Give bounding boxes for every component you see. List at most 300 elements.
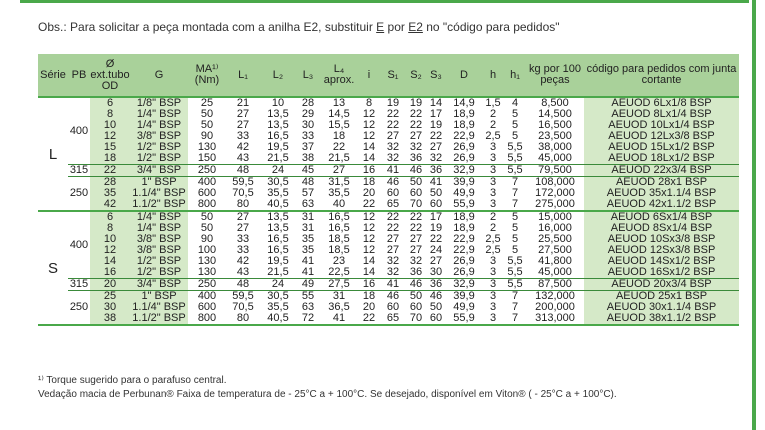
cell-kg: 14,500 <box>538 108 572 120</box>
cell-code: AEUOD 10Lx1/4 BSP <box>584 120 739 131</box>
cell-kg: 79,500 <box>526 165 584 177</box>
header-l1: L₁ <box>226 54 260 97</box>
cell-d: 32,9 <box>446 279 482 291</box>
cell-l3: 55 <box>296 291 320 303</box>
cell-i: 20 <box>362 301 376 313</box>
cell-od: 6 <box>90 97 130 109</box>
cell-l1: 42 <box>236 255 250 267</box>
cell-l3: 28 <box>301 97 315 109</box>
cell-s3: 24 <box>429 244 443 256</box>
cell-l2: 21,5 <box>267 266 289 278</box>
cell-g: 1.1/4" BSP <box>130 188 188 199</box>
pb-label: 250 <box>68 177 90 212</box>
cell-od: 8 <box>90 109 130 120</box>
cell-l1: 27 <box>236 222 250 234</box>
cell-s2: 46 <box>406 279 426 291</box>
cell-kg: 41,800 <box>538 255 572 267</box>
cell-l1: 27 <box>236 119 250 131</box>
cell-l3: 41 <box>301 266 315 278</box>
cell-ma: 150 <box>197 152 217 164</box>
cell-s3: 46 <box>426 291 446 303</box>
cell-od: 42 <box>90 199 130 211</box>
cell-l1: 43 <box>236 152 250 164</box>
cell-code: AEUOD 20x3/4 BSP <box>584 279 739 291</box>
cell-ma: 250 <box>188 279 226 291</box>
table-row <box>38 199 739 211</box>
cell-s1: 22 <box>386 108 400 120</box>
cell-kg: 200,000 <box>535 301 575 313</box>
header-code: código para pedidos com junta cortante <box>584 54 739 97</box>
cell-i: 22 <box>362 198 376 210</box>
cell-h1: 5,5 <box>504 279 526 291</box>
cell-s2: 32 <box>409 255 423 267</box>
cell-i: 22 <box>362 312 376 324</box>
pb-label: 250 <box>68 291 90 326</box>
cell-l1: 59,5 <box>226 291 260 303</box>
cell-code: AEUOD 18Lx1/2 BSP <box>584 153 739 165</box>
cell-h: 2 <box>489 108 497 120</box>
cell-h1: 7 <box>511 198 519 210</box>
cell-l2: 21,5 <box>267 152 289 164</box>
cell-l1: 48 <box>226 279 260 291</box>
cell-i: 14 <box>362 255 376 267</box>
cell-i: 12 <box>362 244 376 256</box>
table-row <box>38 313 739 325</box>
cell-l3: 48 <box>296 177 320 189</box>
cell-l4: 40 <box>332 198 346 210</box>
cell-h: 3 <box>482 177 504 189</box>
cell-code: AEUOD 42x1.1/2 BSP <box>584 199 739 211</box>
cell-h: 3 <box>482 291 504 303</box>
cell-ma: 50 <box>200 108 214 120</box>
cell-i: 16 <box>358 279 380 291</box>
cell-l4: 15,5 <box>328 119 350 131</box>
cell-l2: 16,5 <box>267 233 289 245</box>
cell-d: 18,9 <box>453 211 475 223</box>
cell-ma: 400 <box>188 177 226 189</box>
cell-h1: 5,5 <box>507 141 523 153</box>
cell-od: 28 <box>90 177 130 189</box>
cell-code: AEUOD 8Sx1/4 BSP <box>584 223 739 234</box>
cell-s3: 60 <box>429 198 443 210</box>
cell-od: 16 <box>90 267 130 279</box>
header-pb: PB <box>68 54 90 97</box>
cell-s1: 27 <box>386 130 400 142</box>
cell-l4: 18 <box>332 130 346 142</box>
cell-l3: 63 <box>301 198 315 210</box>
cell-od: 22 <box>90 165 130 177</box>
cell-s3: 60 <box>429 312 443 324</box>
cell-g: 3/8" BSP <box>130 245 188 256</box>
footnote-seal: Vedação macia de Perbunan® Faixa de temperatura de - 25°C a + 100°C. Se desejado, disponível em Viton® ( - 25°C a + 100°C). <box>38 389 617 400</box>
table-row <box>38 279 739 291</box>
cell-code: AEUOD 16Sx1/2 BSP <box>584 267 739 279</box>
cell-ma: 400 <box>188 291 226 303</box>
cell-l2: 10 <box>271 97 285 109</box>
spec-table <box>38 54 739 326</box>
observation-note: Obs.: Para solicitar a peça montada com a anilha E2, substituir E por E2 no "código para pedidos" <box>38 20 560 34</box>
table-row <box>38 153 739 165</box>
cell-l2: 13,5 <box>267 211 289 223</box>
table-row <box>38 267 739 279</box>
cell-l4: 36,5 <box>328 301 350 313</box>
cell-i: 18 <box>358 177 380 189</box>
cell-l3: 38 <box>301 152 315 164</box>
cell-i: 12 <box>362 130 376 142</box>
cell-l2: 30,5 <box>260 177 296 189</box>
cell-h1: 5 <box>511 108 519 120</box>
cell-kg: 313,000 <box>535 312 575 324</box>
cell-od: 25 <box>90 291 130 303</box>
cell-s1: 65 <box>386 198 400 210</box>
cell-h1: 5 <box>511 130 519 142</box>
cell-s3: 17 <box>429 108 443 120</box>
cell-l2: 13,5 <box>267 108 289 120</box>
cell-l4: 22,5 <box>328 266 350 278</box>
table-header-row <box>38 54 739 97</box>
cell-l1: 70,5 <box>232 187 254 199</box>
cell-g: 3/4" BSP <box>130 165 188 177</box>
cell-s1: 22 <box>386 211 400 223</box>
cell-d: 18,9 <box>453 119 475 131</box>
cell-od: 8 <box>90 223 130 234</box>
header-h: h <box>482 54 504 97</box>
cell-h: 3 <box>489 187 497 199</box>
cell-l4: 27 <box>320 165 358 177</box>
cell-l3: 45 <box>296 165 320 177</box>
cell-l2: 24 <box>260 165 296 177</box>
cell-s1: 60 <box>386 301 400 313</box>
cell-h: 3 <box>489 301 497 313</box>
header-i: i <box>358 54 380 97</box>
cell-i: 14 <box>362 266 376 278</box>
cell-i: 18 <box>358 291 380 303</box>
cell-l3: 41 <box>301 255 315 267</box>
cell-g: 1/2" BSP <box>130 267 188 279</box>
cell-h1: 7 <box>511 187 519 199</box>
cell-l1: 59,5 <box>226 177 260 189</box>
cell-i: 12 <box>362 108 376 120</box>
cell-d: 18,9 <box>453 108 475 120</box>
cell-code: AEUOD 15Lx1/2 BSP <box>584 142 739 153</box>
cell-od: 30 <box>90 302 130 313</box>
header-od: Ø ext.tubo OD <box>90 54 130 97</box>
cell-g: 3/8" BSP <box>130 131 188 142</box>
serie-label: L <box>48 145 58 163</box>
cell-od: 38 <box>90 313 130 325</box>
cell-i: 12 <box>362 222 376 234</box>
cell-l2: 40,5 <box>267 312 289 324</box>
header-s2: S₂ <box>406 54 426 97</box>
cell-d: 18,9 <box>453 222 475 234</box>
cell-h1: 5,5 <box>507 266 523 278</box>
cell-s1: 32 <box>386 141 400 153</box>
cell-h1: 7 <box>504 177 526 189</box>
cell-s3: 19 <box>429 119 443 131</box>
cell-l2: 35,5 <box>267 187 289 199</box>
cell-s2: 50 <box>406 177 426 189</box>
cell-l2: 19,5 <box>267 255 289 267</box>
cell-s3: 30 <box>429 266 443 278</box>
cell-l4: 16,5 <box>328 222 350 234</box>
cell-i: 14 <box>362 152 376 164</box>
cell-s2: 36 <box>409 266 423 278</box>
cell-s3: 17 <box>429 211 443 223</box>
cell-l3: 35 <box>301 233 315 245</box>
cell-l2: 13,5 <box>267 222 289 234</box>
cell-i: 16 <box>358 165 380 177</box>
cell-g: 1.1/2" BSP <box>130 199 188 211</box>
pb-label: 315 <box>69 278 89 290</box>
cell-s2: 46 <box>406 165 426 177</box>
cell-l4: 35,5 <box>328 187 350 199</box>
series-l-group <box>38 97 739 211</box>
serie-label: S <box>47 259 58 277</box>
series-s-group <box>38 211 739 325</box>
cell-code: AEUOD 28x1 BSP <box>584 177 739 189</box>
cell-s2: 36 <box>409 152 423 164</box>
cell-s3: 22 <box>429 233 443 245</box>
cell-h1: 5,5 <box>504 165 526 177</box>
cell-d: 26,9 <box>453 152 475 164</box>
cell-g: 1/2" BSP <box>130 153 188 165</box>
cell-s1: 41 <box>380 165 406 177</box>
cell-l1: 33 <box>236 233 250 245</box>
cell-kg: 16,500 <box>538 119 572 131</box>
header-l2: L₂ <box>260 54 296 97</box>
cell-h: 2,5 <box>485 130 501 142</box>
cell-i: 20 <box>362 187 376 199</box>
header-l3: L₃ <box>296 54 320 97</box>
cell-h: 3 <box>489 198 497 210</box>
cell-od: 20 <box>90 279 130 291</box>
cell-h1: 5,5 <box>507 152 523 164</box>
cell-s1: 32 <box>386 255 400 267</box>
cell-od: 15 <box>90 142 130 153</box>
cell-code: AEUOD 12Sx3/8 BSP <box>584 245 739 256</box>
cell-s2: 70 <box>409 312 423 324</box>
cell-d: 26,9 <box>453 255 475 267</box>
cell-s2: 22 <box>409 119 423 131</box>
cell-h: 3 <box>482 165 504 177</box>
cell-od: 14 <box>90 256 130 267</box>
cell-s1: 46 <box>380 177 406 189</box>
cell-l3: 63 <box>301 301 315 313</box>
cell-s1: 27 <box>386 244 400 256</box>
cell-ma: 600 <box>197 187 217 199</box>
cell-h: 2 <box>489 222 497 234</box>
cell-kg: 23,500 <box>538 130 572 142</box>
cell-h1: 5,5 <box>507 255 523 267</box>
cell-g: 1" BSP <box>130 177 188 189</box>
cell-kg: 108,000 <box>526 177 584 189</box>
cell-s2: 22 <box>409 222 423 234</box>
cell-code: AEUOD 6Lx1/8 BSP <box>584 97 739 109</box>
cell-l3: 29 <box>301 108 315 120</box>
cell-l2: 16,5 <box>267 130 289 142</box>
cell-kg: 172,000 <box>535 187 575 199</box>
cell-l3: 31 <box>301 222 315 234</box>
cell-d: 49,9 <box>453 187 475 199</box>
cell-kg: 275,000 <box>535 198 575 210</box>
table-row <box>38 165 739 177</box>
header-s3: S₃ <box>426 54 446 97</box>
cell-code: AEUOD 10Sx3/8 BSP <box>584 234 739 245</box>
cell-d: 26,9 <box>453 266 475 278</box>
cell-l3: 30 <box>301 119 315 131</box>
cell-s3: 50 <box>429 187 443 199</box>
cell-ma: 130 <box>197 141 217 153</box>
pb-label: 400 <box>69 124 89 137</box>
cell-s3: 19 <box>429 222 443 234</box>
cell-kg: 27,500 <box>538 244 572 256</box>
cell-ma: 90 <box>200 233 214 245</box>
cell-g: 1/2" BSP <box>130 256 188 267</box>
cell-l4: 14,5 <box>328 108 350 120</box>
cell-g: 3/4" BSP <box>130 279 188 291</box>
cell-l3: 35 <box>301 244 315 256</box>
cell-l4: 41 <box>332 312 346 324</box>
cell-l1: 80 <box>236 198 250 210</box>
cell-ma: 25 <box>200 97 214 109</box>
cell-s3: 36 <box>426 279 446 291</box>
cell-h: 3 <box>489 266 497 278</box>
cell-ma: 50 <box>200 222 214 234</box>
cell-code: AEUOD 35x1.1/4 BSP <box>584 188 739 199</box>
cell-kg: 16,000 <box>538 222 572 234</box>
cell-l4: 31,5 <box>320 177 358 189</box>
cell-l1: 43 <box>236 266 250 278</box>
cell-s2: 19 <box>409 97 423 109</box>
cell-s3: 36 <box>426 165 446 177</box>
cell-h1: 7 <box>511 312 519 324</box>
cell-d: 22,9 <box>453 130 475 142</box>
cell-s3: 27 <box>429 255 443 267</box>
cell-s2: 50 <box>406 291 426 303</box>
cell-l2: 35,5 <box>267 301 289 313</box>
cell-od: 10 <box>90 234 130 245</box>
cell-l1: 21 <box>236 97 250 109</box>
cell-s1: 65 <box>386 312 400 324</box>
cell-d: 22,9 <box>453 244 475 256</box>
cell-s3: 22 <box>429 130 443 142</box>
cell-l4: 22 <box>332 141 346 153</box>
cell-d: 22,9 <box>453 233 475 245</box>
cell-l2: 30,5 <box>260 291 296 303</box>
cell-g: 1/4" BSP <box>130 223 188 234</box>
cell-ma: 50 <box>200 211 214 223</box>
cell-ma: 130 <box>197 255 217 267</box>
cell-kg: 87,500 <box>526 279 584 291</box>
cell-od: 35 <box>90 188 130 199</box>
header-d: D <box>446 54 482 97</box>
header-g: G <box>130 54 188 97</box>
cell-i: 12 <box>362 119 376 131</box>
cell-s1: 46 <box>380 291 406 303</box>
cell-code: AEUOD 8Lx1/4 BSP <box>584 109 739 120</box>
cell-s2: 60 <box>409 301 423 313</box>
cell-h: 3 <box>489 141 497 153</box>
cell-s1: 22 <box>386 222 400 234</box>
header-serie: Série <box>38 54 68 97</box>
cell-i: 8 <box>365 97 373 109</box>
cell-d: 39,9 <box>446 291 482 303</box>
cell-s3: 14 <box>429 97 443 109</box>
cell-l3: 31 <box>301 211 315 223</box>
header-h1: h₁ <box>504 54 526 97</box>
cell-code: AEUOD 25x1 BSP <box>584 291 739 303</box>
cell-code: AEUOD 6Sx1/4 BSP <box>584 211 739 223</box>
cell-l4: 18,5 <box>328 244 350 256</box>
header-ma: MA¹⁾ (Nm) <box>188 54 226 97</box>
cell-s1: 41 <box>380 279 406 291</box>
cell-l1: 33 <box>236 244 250 256</box>
cell-s3: 32 <box>429 152 443 164</box>
cell-l1: 70,5 <box>232 301 254 313</box>
cell-l3: 72 <box>301 312 315 324</box>
cell-l4: 27,5 <box>320 279 358 291</box>
cell-i: 12 <box>362 211 376 223</box>
cell-l1: 33 <box>236 130 250 142</box>
cell-h1: 5 <box>511 222 519 234</box>
cell-l4: 18,5 <box>328 233 350 245</box>
cell-l4: 21,5 <box>328 152 350 164</box>
cell-i: 14 <box>362 141 376 153</box>
cell-l4: 13 <box>332 97 346 109</box>
cell-l3: 49 <box>296 279 320 291</box>
cell-l4: 31 <box>320 291 358 303</box>
cell-s2: 27 <box>409 130 423 142</box>
cell-l3: 33 <box>301 130 315 142</box>
cell-h: 2,5 <box>485 244 501 256</box>
cell-s1: 19 <box>386 97 400 109</box>
cell-ma: 800 <box>197 312 217 324</box>
cell-h: 2 <box>489 211 497 223</box>
cell-d: 32,9 <box>446 165 482 177</box>
cell-code: AEUOD 12Lx3/8 BSP <box>584 131 739 142</box>
cell-code: AEUOD 38x1.1/2 BSP <box>584 313 739 325</box>
cell-g: 1.1/4" BSP <box>130 302 188 313</box>
cell-d: 49,9 <box>453 301 475 313</box>
cell-s1: 22 <box>386 119 400 131</box>
cell-od: 10 <box>90 120 130 131</box>
cell-code: AEUOD 14Sx1/2 BSP <box>584 256 739 267</box>
cell-g: 3/8" BSP <box>130 234 188 245</box>
cell-l2: 24 <box>260 279 296 291</box>
cell-s2: 27 <box>409 244 423 256</box>
cell-s2: 22 <box>409 211 423 223</box>
cell-l4: 16,5 <box>328 211 350 223</box>
cell-l1: 27 <box>236 108 250 120</box>
cell-code: AEUOD 22x3/4 BSP <box>584 165 739 177</box>
cell-l1: 42 <box>236 141 250 153</box>
cell-s2: 70 <box>409 198 423 210</box>
cell-s2: 32 <box>409 141 423 153</box>
cell-kg: 8,500 <box>541 97 569 109</box>
cell-s1: 32 <box>386 152 400 164</box>
header-l4: L₄ aprox. <box>320 54 358 97</box>
cell-s3: 50 <box>429 301 443 313</box>
cell-g: 1.1/2" BSP <box>130 313 188 325</box>
cell-s1: 27 <box>386 233 400 245</box>
cell-s2: 27 <box>409 233 423 245</box>
cell-l1: 80 <box>236 312 250 324</box>
cell-ma: 100 <box>197 244 217 256</box>
cell-d: 55,9 <box>453 198 475 210</box>
cell-h: 3 <box>482 279 504 291</box>
cell-ma: 600 <box>197 301 217 313</box>
cell-l3: 57 <box>301 187 315 199</box>
